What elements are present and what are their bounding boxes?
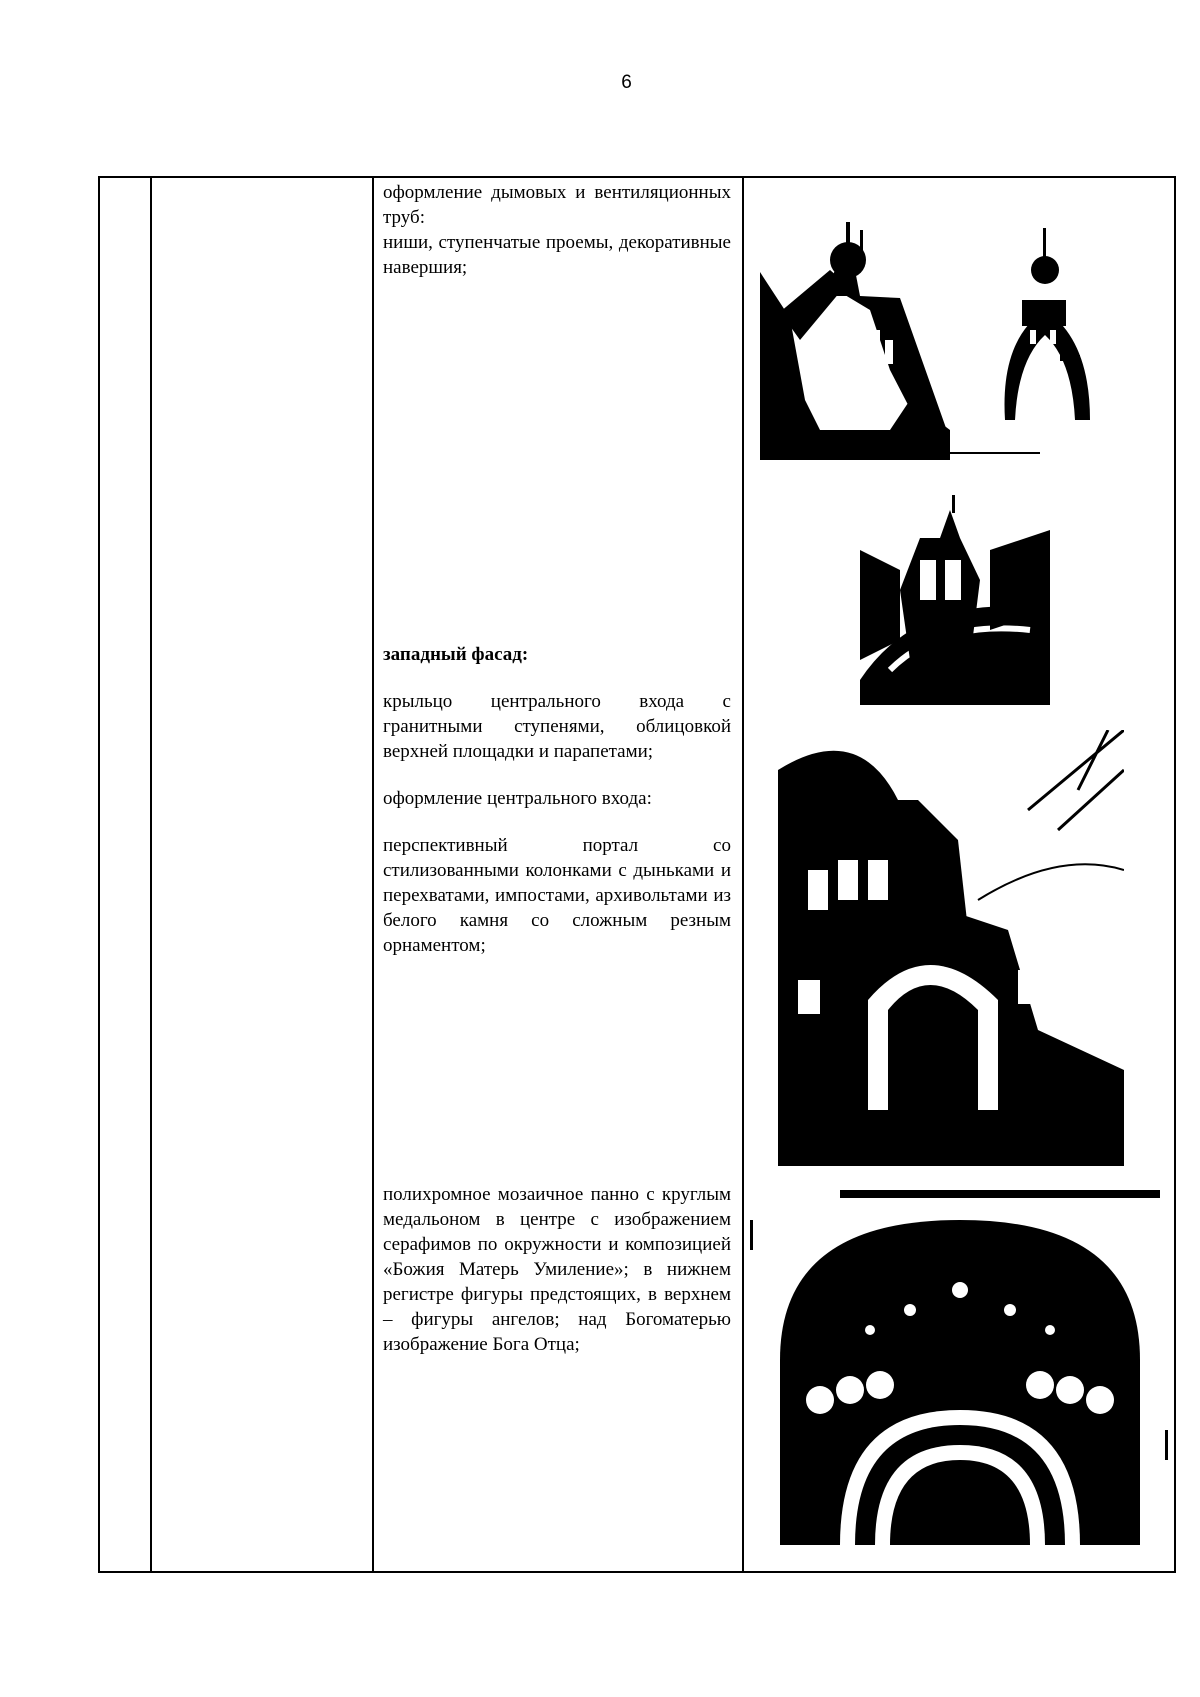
section-mosaic	[383, 1182, 731, 1357]
entrance-text: оформление центрального входа:	[383, 788, 652, 809]
mosaic-text: полихромное мозаичное панно с круглым медальоном в центре с изображением серафимов по окружности и композицией «Божия Матерь Умиление»; в нижнем регистре фигуры предстоящих, в верхнем – фигуры ангелов; над Богоматерью изображение Бога Отца;	[383, 1184, 731, 1355]
chimneys-photo	[760, 200, 1130, 460]
section-west-facade	[383, 642, 731, 958]
mosaic-photo	[750, 1190, 1168, 1545]
column-divider-3	[742, 178, 744, 1571]
chimney-text: оформление дымовых и вентиляционных труб:	[383, 182, 731, 228]
porch-text: крыльцо центрального входа с гранитными ступенями, облицовкой верхней площадки и парапетами;	[383, 691, 731, 762]
column-divider-1	[150, 178, 152, 1571]
entrance-photo	[778, 730, 1124, 1166]
west-facade-heading: западный фасад:	[383, 644, 529, 665]
niches-text: ниши, ступенчатые проемы, декоративные навершия;	[383, 232, 731, 278]
page-number: 6	[621, 72, 632, 93]
dome-photo	[860, 490, 1050, 705]
section-chimneys	[383, 180, 731, 280]
column-divider-2	[372, 178, 374, 1571]
portal-text: перспективный портал со стилизованными колонками с дыньками и перехватами, импостами, архивольтами из белого камня со сложным резным орнаментом;	[383, 835, 731, 956]
